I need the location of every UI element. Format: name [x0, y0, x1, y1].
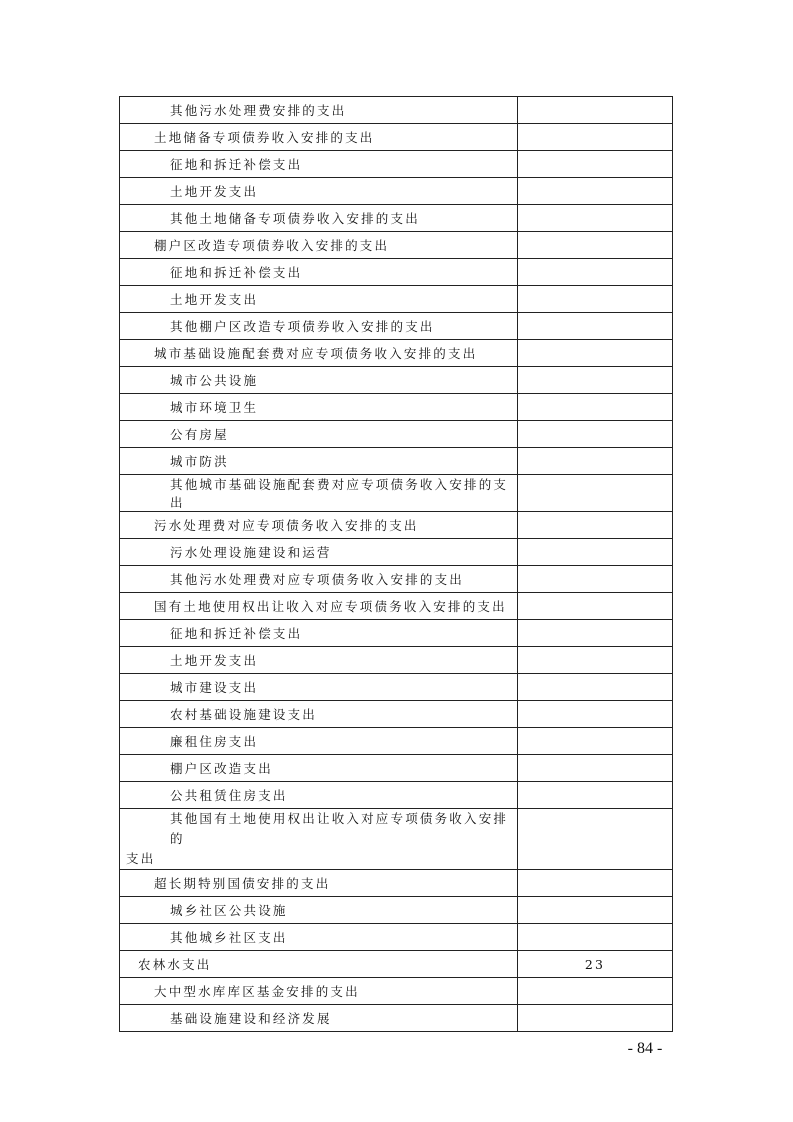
- table-row: [120, 782, 673, 809]
- row-label-line-1: 其他国有土地使用权出让收入对应专项债务收入安排的: [170, 811, 509, 846]
- row-value: [518, 313, 673, 340]
- row-value: [518, 593, 673, 620]
- row-label: 征地和拆迁补偿支出: [120, 259, 518, 286]
- table-row: [120, 421, 673, 448]
- table-row: [120, 978, 673, 1005]
- row-label: 公有房屋: [120, 421, 518, 448]
- row-label: 超长期特别国债安排的支出: [120, 870, 518, 897]
- row-label: 城乡社区公共设施: [120, 897, 518, 924]
- table-row: [120, 475, 673, 512]
- row-label: 土地开发支出: [120, 647, 518, 674]
- budget-table-body: [120, 97, 673, 1032]
- table-row: [120, 205, 673, 232]
- row-value: [518, 620, 673, 647]
- row-label: 农林水支出: [120, 951, 518, 978]
- table-row: [120, 394, 673, 421]
- row-label: 其他土地储备专项债券收入安排的支出: [120, 205, 518, 232]
- row-label: 棚户区改造支出: [120, 755, 518, 782]
- row-label: 廉租住房支出: [120, 728, 518, 755]
- row-label: 土地开发支出: [120, 178, 518, 205]
- row-label: 城市基础设施配套费对应专项债务收入安排的支出: [120, 340, 518, 367]
- row-label: 城市建设支出: [120, 674, 518, 701]
- table-row: [120, 259, 673, 286]
- table-row: [120, 124, 673, 151]
- row-label: 棚户区改造专项债券收入安排的支出: [120, 232, 518, 259]
- row-label: 公共租赁住房支出: [120, 782, 518, 809]
- row-value: [518, 259, 673, 286]
- row-label: 其他城乡社区支出: [120, 924, 518, 951]
- row-label: 基础设施建设和经济发展: [120, 1005, 518, 1032]
- table-row: [120, 97, 673, 124]
- table-row: [120, 313, 673, 340]
- table-row: [120, 539, 673, 566]
- row-label: 城市防洪: [120, 448, 518, 475]
- table-row: [120, 620, 673, 647]
- row-value: [518, 539, 673, 566]
- row-value: [518, 674, 673, 701]
- row-value: [518, 924, 673, 951]
- row-value: [518, 701, 673, 728]
- row-value: [518, 97, 673, 124]
- row-value: [518, 448, 673, 475]
- row-value: [518, 897, 673, 924]
- row-value: [518, 151, 673, 178]
- table-row: [120, 809, 673, 870]
- table-row: [120, 593, 673, 620]
- row-value: [518, 647, 673, 674]
- page-number: - 84 -: [627, 1040, 663, 1057]
- table-row: [120, 951, 673, 978]
- row-label: 土地储备专项债券收入安排的支出: [120, 124, 518, 151]
- row-label: 城市环境卫生: [120, 394, 518, 421]
- row-label: 大中型水库库区基金安排的支出: [120, 978, 518, 1005]
- row-value: [518, 512, 673, 539]
- row-label: 其他城市基础设施配套费对应专项债务收入安排的支出: [120, 475, 518, 512]
- table-row: [120, 755, 673, 782]
- row-label-line-2: 支出: [126, 851, 156, 866]
- row-value: [518, 286, 673, 313]
- table-row: [120, 178, 673, 205]
- table-row: [120, 340, 673, 367]
- row-label: 城市公共设施: [120, 367, 518, 394]
- table-row: [120, 232, 673, 259]
- table-row: [120, 870, 673, 897]
- row-label: 征地和拆迁补偿支出: [120, 620, 518, 647]
- table-row: [120, 924, 673, 951]
- row-value: [518, 475, 673, 512]
- row-value: [518, 124, 673, 151]
- table-row: [120, 701, 673, 728]
- row-value: [518, 1005, 673, 1032]
- row-value: [518, 782, 673, 809]
- row-value: [518, 421, 673, 448]
- table-row: [120, 674, 673, 701]
- row-value: [518, 205, 673, 232]
- row-value: [518, 870, 673, 897]
- table-row: [120, 151, 673, 178]
- table-row: [120, 512, 673, 539]
- row-label: 污水处理设施建设和运营: [120, 539, 518, 566]
- row-label: 其他污水处理费安排的支出: [120, 97, 518, 124]
- row-value: 23: [518, 951, 673, 978]
- row-label: 征地和拆迁补偿支出: [120, 151, 518, 178]
- table-row: [120, 647, 673, 674]
- row-label: 农村基础设施建设支出: [120, 701, 518, 728]
- row-value: [518, 809, 673, 870]
- row-value: [518, 394, 673, 421]
- row-label: [120, 809, 518, 870]
- row-value: [518, 232, 673, 259]
- row-value: [518, 566, 673, 593]
- row-value: [518, 728, 673, 755]
- row-label: 国有土地使用权出让收入对应专项债务收入安排的支出: [120, 593, 518, 620]
- row-value: [518, 367, 673, 394]
- row-value: [518, 978, 673, 1005]
- row-value: [518, 340, 673, 367]
- table-row: [120, 897, 673, 924]
- table-row: [120, 566, 673, 593]
- table-row: [120, 448, 673, 475]
- table-row: [120, 286, 673, 313]
- table-row: [120, 1005, 673, 1032]
- row-label: 其他污水处理费对应专项债务收入安排的支出: [120, 566, 518, 593]
- row-value: [518, 178, 673, 205]
- row-value: [518, 755, 673, 782]
- table-row: [120, 728, 673, 755]
- row-label: 其他棚户区改造专项债券收入安排的支出: [120, 313, 518, 340]
- row-label: 污水处理费对应专项债务收入安排的支出: [120, 512, 518, 539]
- budget-table: [119, 96, 673, 1032]
- row-label: 土地开发支出: [120, 286, 518, 313]
- table-row: [120, 367, 673, 394]
